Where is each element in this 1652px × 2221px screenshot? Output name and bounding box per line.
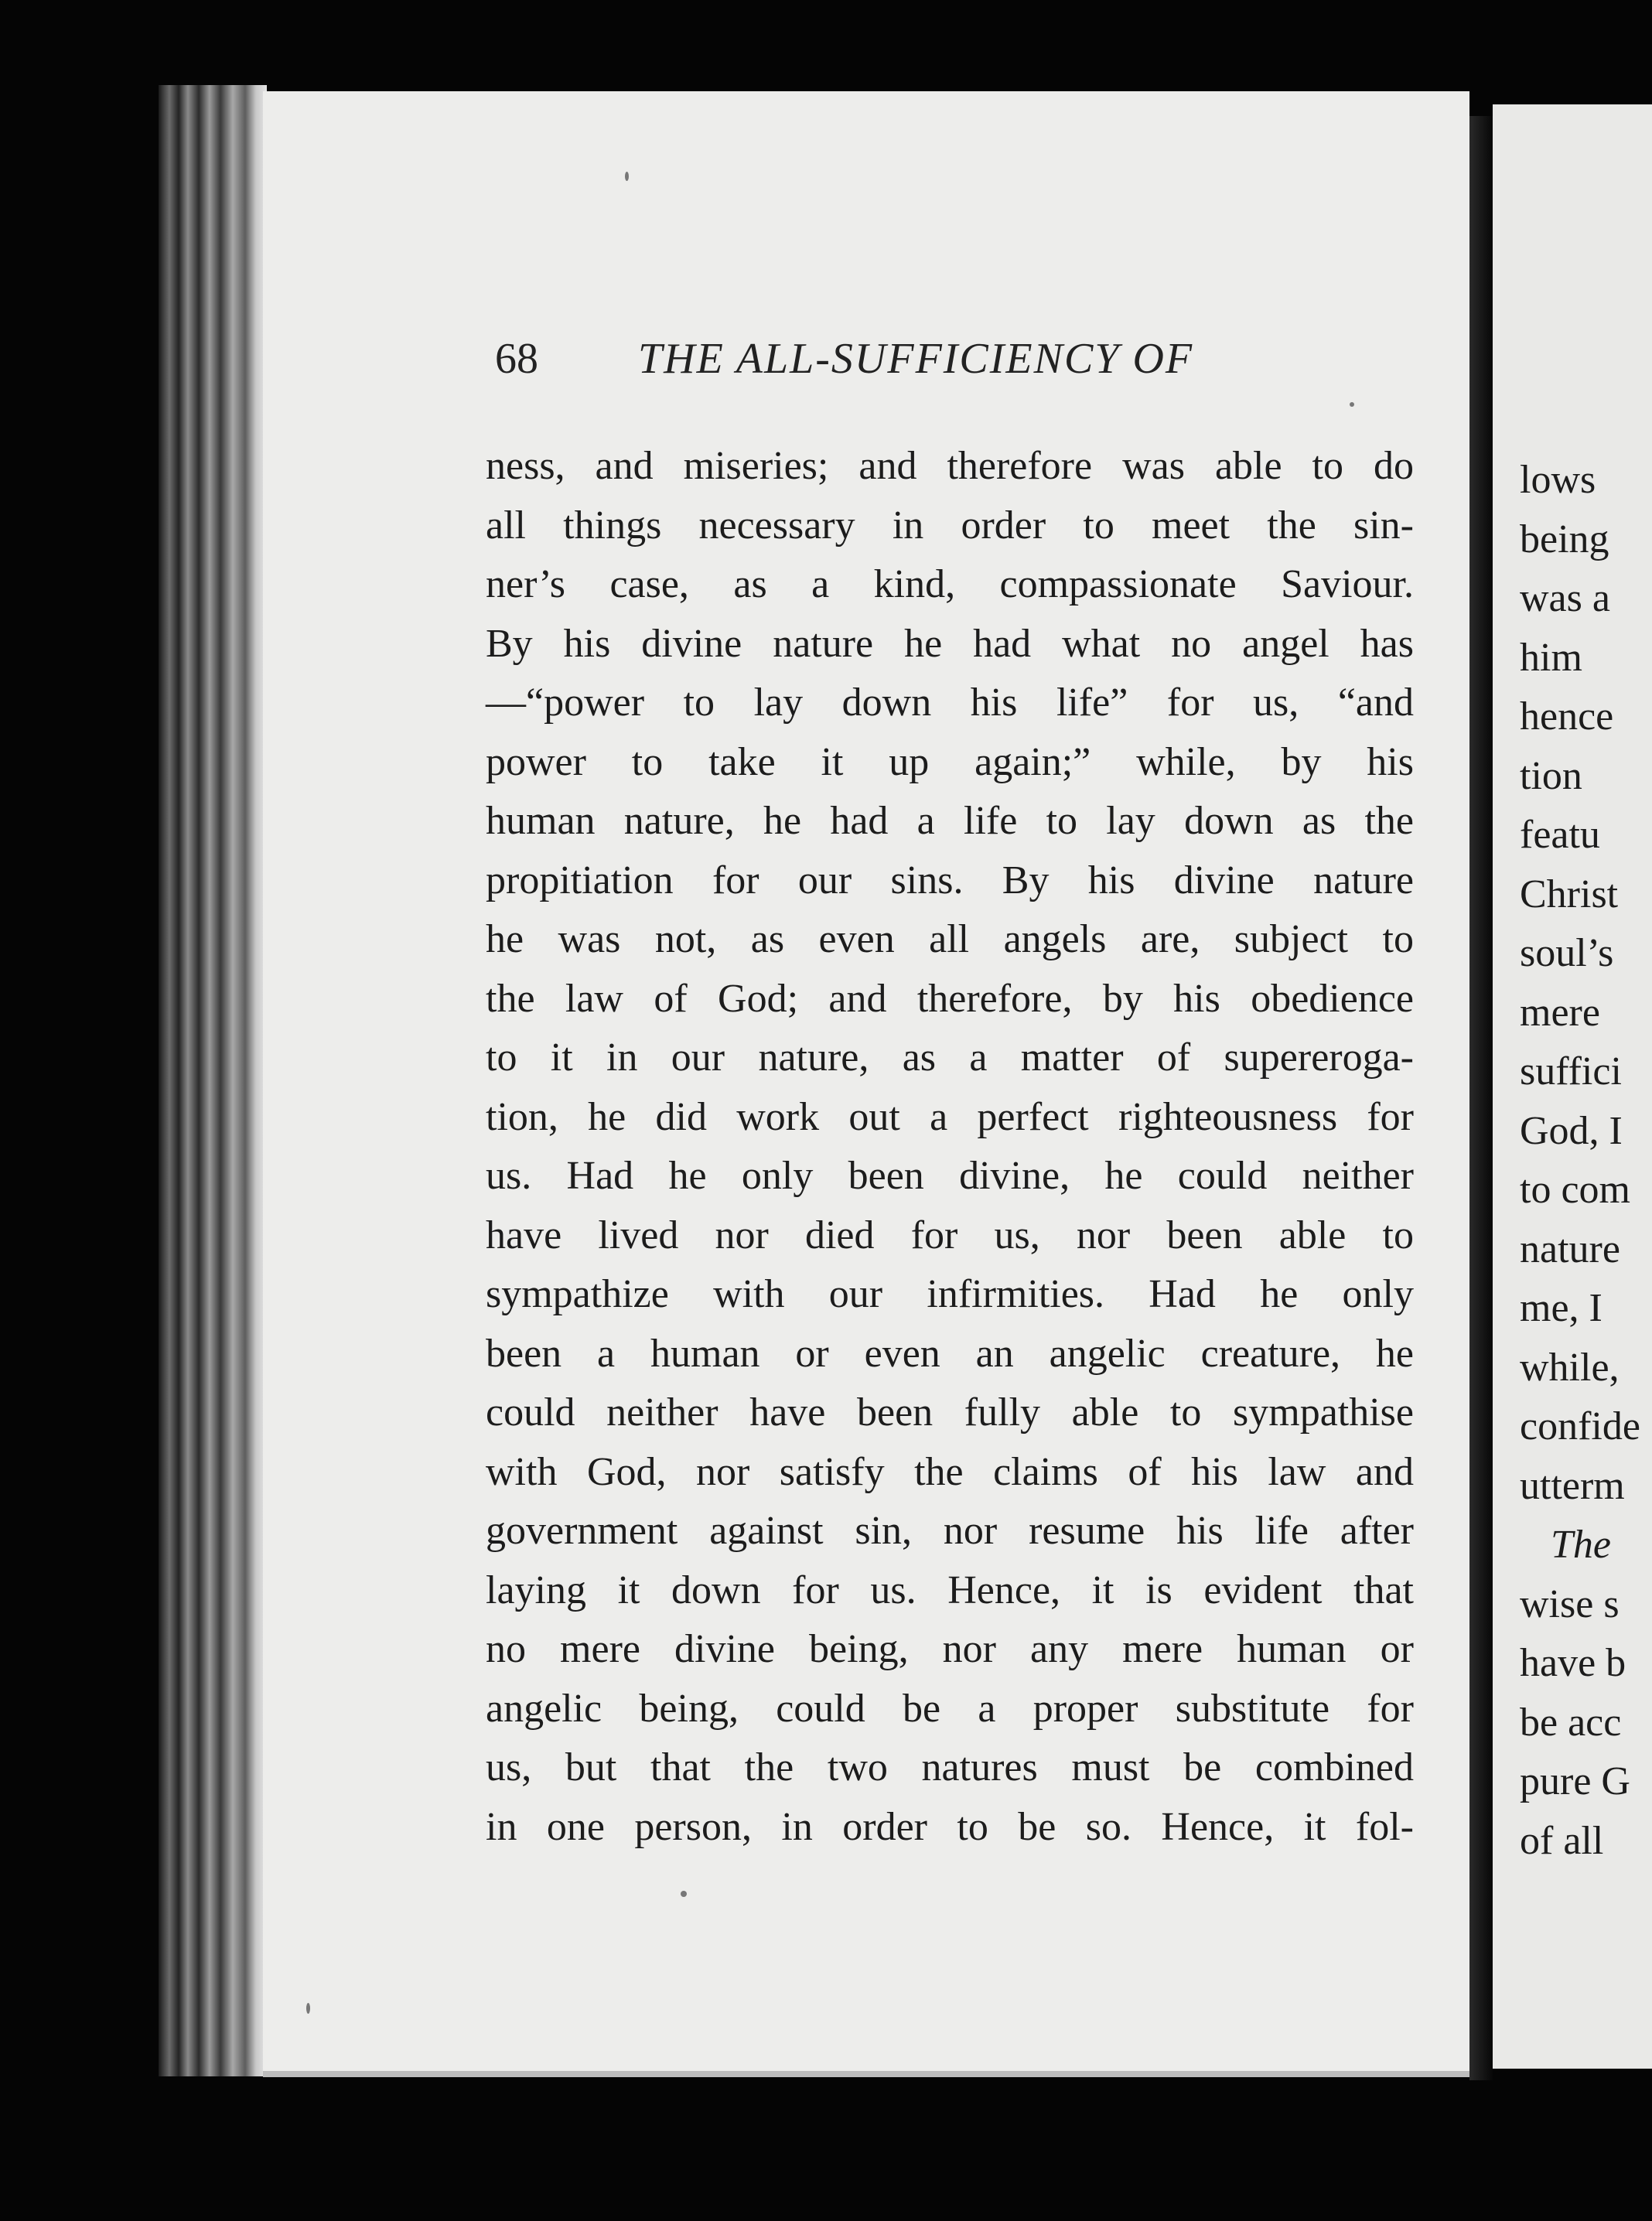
text-line: propitiation for our sins. By his divine nature	[486, 858, 1414, 902]
book-spine-edges	[159, 85, 267, 2076]
text-line: us, but that the two natures must be combined	[486, 1745, 1414, 1789]
page-speck	[306, 2003, 310, 2014]
text-line: of all	[1520, 1818, 1604, 1863]
text-line: have lived nor died for us, nor been able to	[486, 1213, 1414, 1257]
page-header	[495, 334, 1392, 396]
text-line: sympathize with our infirmities. Had he only	[486, 1272, 1414, 1316]
text-line: Christ	[1520, 872, 1619, 916]
page-speck	[625, 172, 629, 181]
text-line: ness, and miseries; and therefore was able to do	[486, 444, 1414, 488]
text-line: tion, he did work out a perfect righteousness for	[486, 1094, 1414, 1139]
text-line: to it in our nature, as a matter of supereroga-	[486, 1035, 1414, 1080]
text-line: laying it down for us. Hence, it is evident that	[486, 1568, 1414, 1612]
text-line: been a human or even an angelic creature, he	[486, 1331, 1414, 1376]
text-line: government against sin, nor resume his life after	[486, 1509, 1414, 1553]
text-line: have b	[1520, 1641, 1626, 1685]
text-line: —“power to lay down his life” for us, “and	[486, 681, 1414, 725]
text-line: The	[1551, 1523, 1611, 1567]
text-line: hence	[1520, 694, 1614, 739]
text-line: suffici	[1520, 1049, 1622, 1093]
text-line: the law of God; and therefore, by his obedience	[486, 976, 1414, 1021]
text-line: wise s	[1520, 1581, 1620, 1626]
text-line: God, I	[1520, 1108, 1623, 1153]
text-line: he was not, as even all angels are, subject to	[486, 917, 1414, 961]
text-line: nature	[1520, 1226, 1620, 1271]
text-line: all things necessary in order to meet the sin-	[486, 503, 1414, 548]
text-line: confide	[1520, 1404, 1640, 1448]
text-line: to com	[1520, 1168, 1630, 1212]
text-line: be acc	[1520, 1700, 1622, 1745]
text-line: soul’s	[1520, 931, 1614, 975]
page-number: 68	[495, 335, 538, 383]
text-line: no mere divine being, nor any mere human or	[486, 1627, 1414, 1671]
right-page	[1493, 104, 1652, 2069]
text-line: human nature, he had a life to lay down as the	[486, 799, 1414, 843]
text-line: being	[1520, 517, 1609, 561]
page-speck	[681, 1891, 687, 1897]
text-line: pure G	[1520, 1759, 1630, 1803]
text-line: featu	[1520, 813, 1600, 857]
page-speck	[1350, 402, 1354, 407]
text-line: angelic being, could be a proper substitute for	[486, 1686, 1414, 1731]
text-line: power to take it up again;” while, by his	[486, 739, 1414, 784]
text-line: while,	[1520, 1345, 1620, 1390]
text-line: with God, nor satisfy the claims of his law and	[486, 1449, 1414, 1494]
text-line: By his divine nature he had what no angel has	[486, 621, 1414, 666]
text-line: utterm	[1520, 1463, 1625, 1508]
text-line: me, I	[1520, 1286, 1603, 1330]
text-line: him	[1520, 635, 1582, 680]
text-line: tion	[1520, 753, 1582, 798]
text-line: in one person, in order to be so. Hence, it fol-	[486, 1804, 1414, 1849]
body-text	[486, 437, 1414, 1857]
text-line: was a	[1520, 576, 1610, 620]
running-head: THE ALL-SUFFICIENCY OF	[638, 335, 1194, 383]
text-line: mere	[1520, 990, 1600, 1035]
text-line: could neither have been fully able to sympathise	[486, 1390, 1414, 1435]
text-line: ner’s case, as a kind, compassionate Saviour.	[486, 562, 1414, 606]
page-gutter	[1469, 116, 1493, 2080]
text-line: lows	[1520, 458, 1596, 502]
text-line: us. Had he only been divine, he could neither	[486, 1154, 1414, 1198]
right-page-text	[1520, 451, 1652, 1871]
